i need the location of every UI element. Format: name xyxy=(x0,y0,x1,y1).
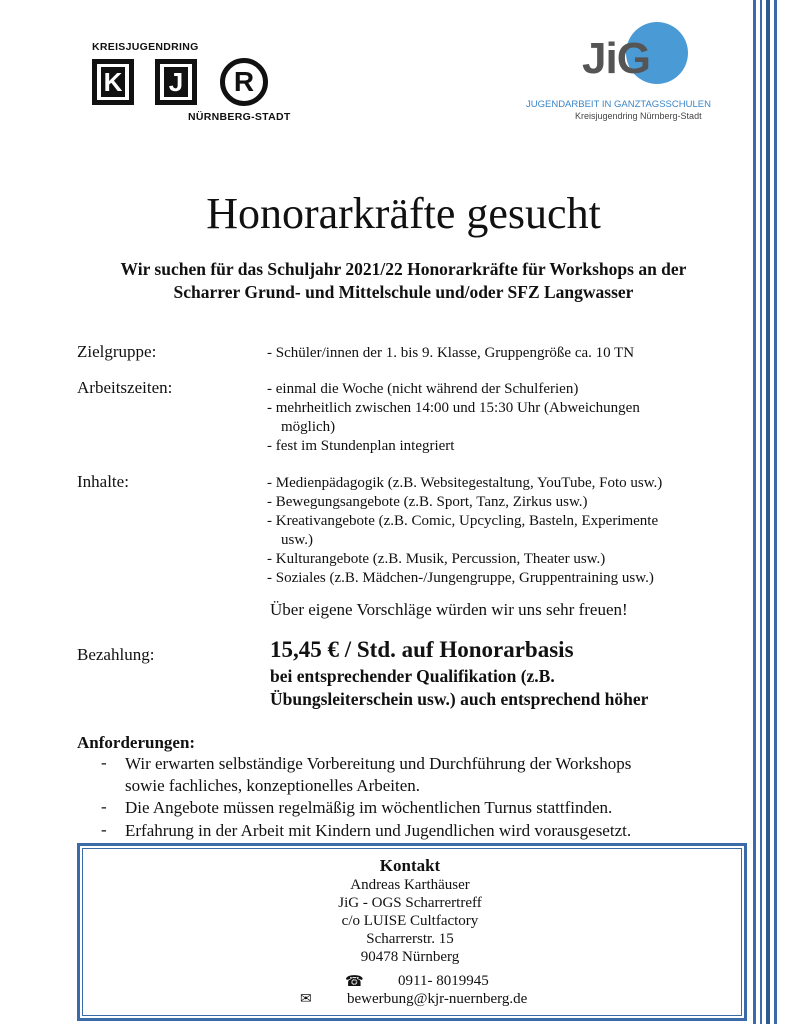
border-line-2 xyxy=(760,0,762,1024)
contact-name: Andreas Karthäuser xyxy=(350,877,470,893)
kjr-logo-top-text: KREISJUGENDRING xyxy=(92,41,199,53)
inhalte-item-1: - Medienpädagogik (z.B. Websitegestaltung, YouTube, Foto usw.) xyxy=(267,475,663,491)
contact-email-link[interactable]: bewerbung@kjr-nuernberg.de xyxy=(347,991,528,1007)
anforderungen-item-2: Die Angebote müssen regelmäßig im wöchentlichen Turnus stattfinden. xyxy=(125,798,613,817)
anforderungen-dash-2: - xyxy=(101,797,107,816)
contact-street: Scharrerstr. 15 xyxy=(366,931,454,947)
inhalte-item-4: - Kulturangebote (z.B. Musik, Percussion, Theater usw.) xyxy=(267,551,606,567)
inhalte-item-5: - Soziales (z.B. Mädchen-/Jungengruppe, Gruppentraining usw.) xyxy=(267,570,654,586)
arbeitszeiten-item-2: - mehrheitlich zwischen 14:00 und 15:30 Uhr (Abweichungen xyxy=(267,400,640,416)
contact-heading: Kontakt xyxy=(379,856,441,875)
jig-logo-subtitle: JUGENDARBEIT IN GANZTAGSSCHULEN xyxy=(526,99,711,110)
anforderungen-item-1-line-1: Wir erwarten selbständige Vorbereitung und Durchführung der Workshops xyxy=(125,754,632,773)
border-line-3 xyxy=(766,0,770,1024)
contact-phone: 0911- 8019945 xyxy=(398,973,489,989)
border-line-4 xyxy=(774,0,777,1024)
telephone-icon: ☎ xyxy=(345,974,364,990)
contact-city: 90478 Nürnberg xyxy=(360,949,460,965)
inhalte-item-3: - Kreativangebote (z.B. Comic, Upcycling, Basteln, Experimente xyxy=(267,513,659,529)
anforderungen-heading: Anforderungen: xyxy=(77,733,196,752)
zielgruppe-item: - Schüler/innen der 1. bis 9. Klasse, Gruppengröße ca. 10 TN xyxy=(267,345,635,361)
inhalte-label: Inhalte: xyxy=(77,472,129,491)
subtitle-line-2: Scharrer Grund- und Mittelschule und/oder SFZ Langwasser xyxy=(173,282,634,302)
zielgruppe-label: Zielgruppe: xyxy=(77,342,157,361)
kjr-logo-r: R xyxy=(220,58,268,106)
bezahlung-rate: 15,45 € / Std. auf Honorarbasis xyxy=(270,637,574,662)
envelope-icon: ✉ xyxy=(300,992,312,1007)
anforderungen-dash-1: - xyxy=(101,753,107,772)
arbeitszeiten-label: Arbeitszeiten: xyxy=(77,378,173,397)
border-line-1 xyxy=(753,0,756,1024)
anforderungen-item-1-line-2: sowie fachliches, konzeptionelles Arbeiten. xyxy=(125,776,421,795)
jig-logo-mark: JiG xyxy=(582,34,650,83)
bezahlung-sub-1: bei entsprechender Qualifikation (z.B. xyxy=(270,666,555,686)
anforderungen-dash-3: - xyxy=(101,820,107,839)
bezahlung-label: Bezahlung: xyxy=(77,645,155,664)
contact-co: c/o LUISE Cultfactory xyxy=(341,913,479,929)
subtitle-line-1: Wir suchen für das Schuljahr 2021/22 Honorarkräfte für Workshops an der xyxy=(120,259,687,279)
page-subtitle xyxy=(60,258,747,304)
arbeitszeiten-item-2-cont: möglich) xyxy=(281,419,336,435)
inhalte-closing: Über eigene Vorschläge würden wir uns sehr freuen! xyxy=(270,600,628,619)
arbeitszeiten-item-3: - fest im Stundenplan integriert xyxy=(267,438,455,454)
kjr-logo-bottom-text: NÜRNBERG-STADT xyxy=(188,111,291,123)
contact-org: JiG - OGS Scharrertreff xyxy=(338,895,482,911)
kjr-logo-j: J xyxy=(155,59,197,105)
inhalte-item-2: - Bewegungsangebote (z.B. Sport, Tanz, Zirkus usw.) xyxy=(267,494,588,510)
page-title: Honorarkräfte gesucht xyxy=(206,189,601,238)
kjr-logo-k: K xyxy=(92,59,134,105)
bezahlung-sub-2: Übungsleiterschein usw.) auch entsprechend höher xyxy=(270,689,649,709)
jig-logo-org: Kreisjugendring Nürnberg-Stadt xyxy=(575,111,702,121)
arbeitszeiten-item-1: - einmal die Woche (nicht während der Schulferien) xyxy=(267,381,579,397)
inhalte-item-3-cont: usw.) xyxy=(281,532,313,548)
anforderungen-item-3: Erfahrung in der Arbeit mit Kindern und Jugendlichen wird vorausgesetzt. xyxy=(125,821,632,840)
anforderungen-item-1 xyxy=(125,753,631,797)
